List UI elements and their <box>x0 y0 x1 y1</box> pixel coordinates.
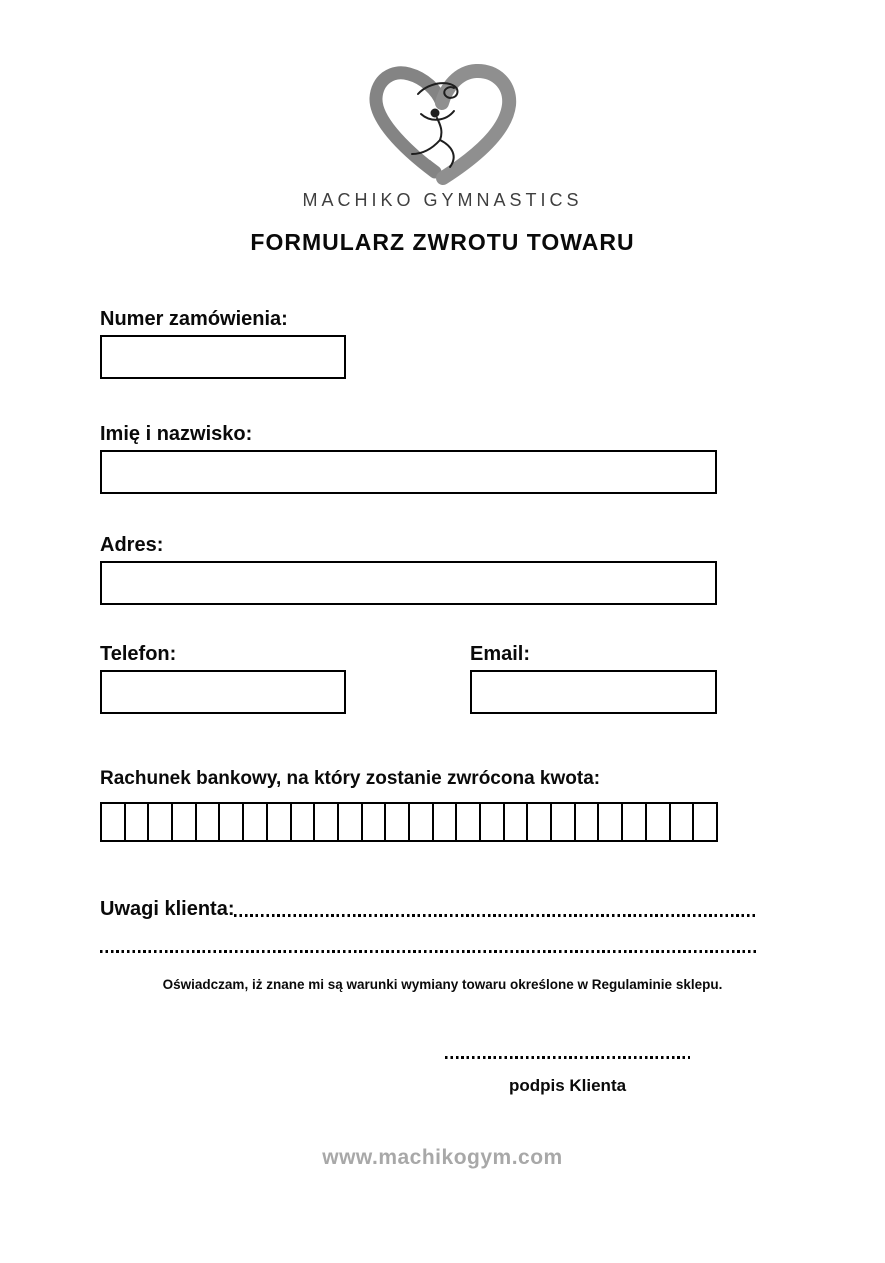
address-label: Adres: <box>100 534 164 556</box>
signature-line[interactable] <box>445 1056 690 1059</box>
bank-account-cell[interactable] <box>457 804 481 840</box>
phone-field-group <box>100 643 346 714</box>
bank-account-cell[interactable] <box>268 804 292 840</box>
remarks-write-line-1[interactable] <box>234 914 757 917</box>
email-field-group <box>470 643 717 714</box>
heart-icon <box>375 71 508 178</box>
bank-account-cell[interactable] <box>149 804 173 840</box>
address-input[interactable] <box>100 561 717 605</box>
signature-block <box>0 1056 885 1096</box>
bank-account-cell[interactable] <box>292 804 316 840</box>
bank-account-cell[interactable] <box>197 804 221 840</box>
email-input[interactable] <box>470 670 717 714</box>
bank-account-cell[interactable] <box>410 804 434 840</box>
header <box>0 0 885 256</box>
phone-label: Telefon: <box>100 643 177 665</box>
remarks-write-line-2[interactable] <box>100 950 757 953</box>
bank-account-cell[interactable] <box>173 804 197 840</box>
bank-account-cell[interactable] <box>481 804 505 840</box>
phone-input[interactable] <box>100 670 346 714</box>
declaration-text: Oświadczam, iż znane mi są warunki wymiany towaru określone w Regulaminie sklepu. <box>162 977 723 992</box>
bank-account-cell[interactable] <box>576 804 600 840</box>
full-name-input[interactable] <box>100 450 717 494</box>
order-number-input[interactable] <box>100 335 346 379</box>
bank-account-cell[interactable] <box>386 804 410 840</box>
website-url: www.machikogym.com <box>322 1146 563 1169</box>
remarks-label: Uwagi klienta: <box>100 898 235 920</box>
bank-account-cell[interactable] <box>599 804 623 840</box>
bank-account-cell[interactable] <box>694 804 716 840</box>
section-order-number <box>100 308 885 379</box>
section-full-name <box>100 423 885 494</box>
bank-account-cell[interactable] <box>102 804 126 840</box>
full-name-label: Imię i nazwisko: <box>100 423 253 445</box>
bank-account-cell[interactable] <box>623 804 647 840</box>
page-title: FORMULARZ ZWROTU TOWARU <box>250 229 635 255</box>
email-label: Email: <box>470 643 531 665</box>
order-number-label: Numer zamówienia: <box>100 308 288 330</box>
bank-account-label: Rachunek bankowy, na który zostanie zwrócona kwota: <box>100 768 601 789</box>
bank-account-cell[interactable] <box>552 804 576 840</box>
bank-account-cell[interactable] <box>339 804 363 840</box>
bank-account-cell[interactable] <box>315 804 339 840</box>
bank-account-cell[interactable] <box>671 804 695 840</box>
bank-account-cell[interactable] <box>528 804 552 840</box>
bank-account-cell[interactable] <box>505 804 529 840</box>
section-remarks <box>100 898 757 953</box>
signature-caption: podpis Klienta <box>508 1076 627 1095</box>
bank-account-cell[interactable] <box>244 804 268 840</box>
section-bank-account <box>100 768 885 842</box>
bank-account-cell[interactable] <box>434 804 458 840</box>
section-contact <box>100 643 885 714</box>
section-address <box>100 534 885 605</box>
brand-name: MACHIKO GYMNASTICS <box>302 190 583 210</box>
machiko-logo <box>358 58 528 188</box>
bank-account-cell[interactable] <box>126 804 150 840</box>
bank-account-cells[interactable] <box>100 802 718 842</box>
bank-account-cell[interactable] <box>647 804 671 840</box>
bank-account-cell[interactable] <box>363 804 387 840</box>
bank-account-cell[interactable] <box>220 804 244 840</box>
footer <box>0 1146 885 1170</box>
